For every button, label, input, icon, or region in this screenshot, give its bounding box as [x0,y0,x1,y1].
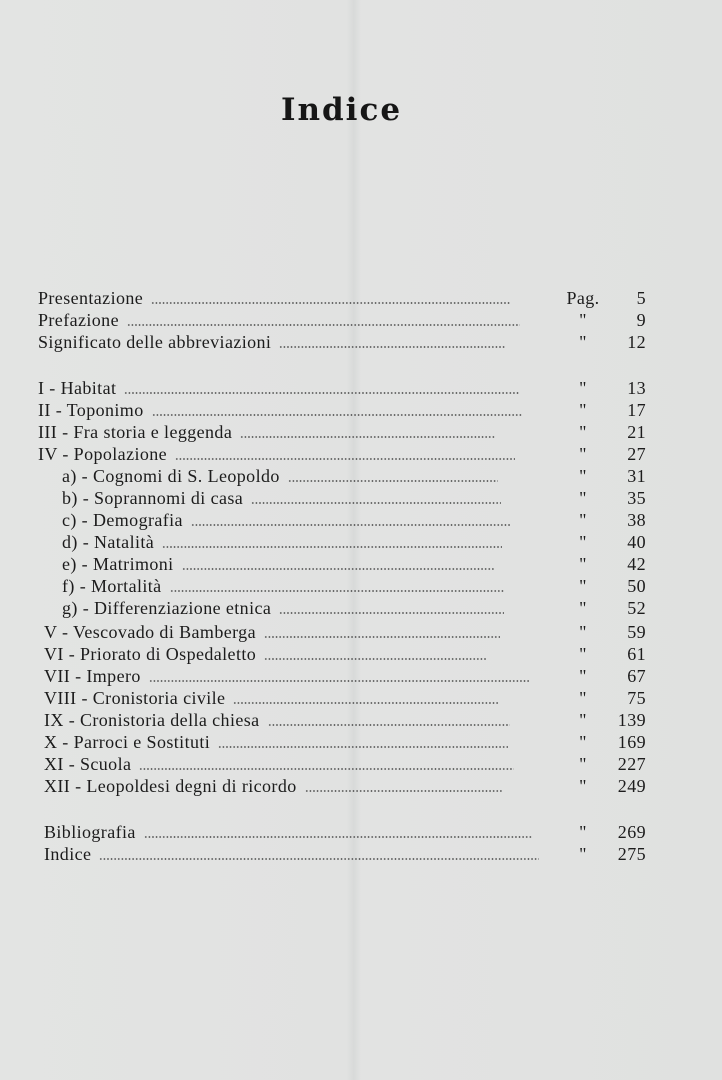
toc-entry-page-number: 17 [627,400,646,420]
toc-entry [62,574,658,596]
toc-entry [44,842,658,864]
leader-dots [240,425,495,439]
toc-entry-page-number: 5 [636,288,646,308]
toc-entry [44,664,658,686]
toc-entry [62,596,658,618]
toc-entry [38,286,658,308]
toc-entry [62,530,658,552]
toc-entry-page-number: 27 [627,444,646,464]
toc-entry-label: XI - Scuola [44,754,132,774]
toc-entry-label: g) - Differenziazione etnica [62,598,272,618]
leader-dots [152,403,522,417]
leader-dots [144,825,532,839]
toc-entry [44,752,658,774]
toc-entry-pag: " [579,688,587,708]
toc-entry-label: II - Toponimo [38,400,144,420]
leader-dots [279,335,505,349]
leader-dots [127,313,520,327]
toc-entry-pag: " [579,378,587,398]
toc-entry-page-number: 31 [627,466,646,486]
toc-entry-label: f) - Mortalità [62,576,162,596]
toc-entry-page-number: 67 [627,666,646,686]
leader-dots [264,625,500,639]
toc-entry [62,464,658,486]
toc-entry-pag: " [579,666,587,686]
toc-entry-page-number: 275 [617,844,646,864]
leader-dots [151,291,511,305]
leader-dots [162,535,502,549]
toc-entry-label: VI - Priorato di Ospedaletto [44,644,257,664]
toc-entry [44,642,658,664]
toc-entry [44,774,658,796]
toc-entry-label: Bibliografia [44,822,136,842]
toc-entry-label: d) - Natalità [62,532,155,552]
toc-entry-pag: " [579,532,587,552]
toc-entry-label: a) - Cognomi di S. Leopoldo [62,466,280,486]
toc-entry-pag: " [579,310,587,330]
leader-dots [218,735,508,749]
toc-entry-label: Prefazione [38,310,119,330]
toc-entry-page-number: 38 [627,510,646,530]
toc-entry-pag: " [579,576,587,596]
leader-dots [175,447,515,461]
leader-dots [182,557,494,571]
toc-entry-label: IV - Popolazione [38,444,168,464]
toc-entry-pag: " [579,754,587,774]
toc-entry-page-number: 269 [617,822,646,842]
toc-entry-pag: " [579,422,587,442]
toc-entry-pag: " [579,444,587,464]
toc-entry-label: b) - Soprannomi di casa [62,488,244,508]
toc-entry-pag: " [579,644,587,664]
toc-entry-page-number: 13 [627,378,646,398]
toc-entry-pag: " [579,622,587,642]
toc-entry-label: Indice [44,844,92,864]
toc-entry-pag: " [579,332,587,352]
toc-entry [62,552,658,574]
toc-entry-pag: " [579,710,587,730]
toc-entry-page-number: 139 [617,710,646,730]
toc-entry-page-number: 12 [627,332,646,352]
toc-entry [62,486,658,508]
leader-dots [305,779,503,793]
leader-dots [191,513,511,527]
toc-entry-page-number: 75 [627,688,646,708]
toc-entry-label: VIII - Cronistoria civile [44,688,226,708]
toc-entry-page-number: 249 [617,776,646,796]
leader-dots [233,691,499,705]
toc-entry [38,376,658,398]
toc-entry [38,398,658,420]
toc-entry-pag: " [579,510,587,530]
leader-dots [149,669,529,683]
toc-entry-page-number: 52 [627,598,646,618]
leader-dots [139,757,514,771]
toc-entry-label: IX - Cronistoria della chiesa [44,710,260,730]
toc-entry [38,308,658,330]
toc-entry-page-number: 21 [627,422,646,442]
toc-entry [38,420,658,442]
toc-entry-label: c) - Demografia [62,510,183,530]
toc-entry-page-number: 59 [627,622,646,642]
toc-entry-pag: " [579,598,587,618]
toc-entry-label: XII - Leopoldesi degni di ricordo [44,776,297,796]
toc-entry-page-number: 9 [636,310,646,330]
toc-entry [38,442,658,464]
toc-entry-pag: " [579,466,587,486]
leader-dots [268,713,510,727]
toc-entry [44,686,658,708]
toc-entry-page-number: 42 [627,554,646,574]
leader-dots [170,579,505,593]
leader-dots [288,469,498,483]
toc-entry-label: V - Vescovado di Bamberga [44,622,256,642]
leader-dots [251,491,501,505]
toc-entry-pag: " [579,488,587,508]
toc-entry-pag: " [579,844,587,864]
toc-entry-label: e) - Matrimoni [62,554,174,574]
toc-entry [44,820,658,842]
toc-entry-pag: " [579,732,587,752]
toc-entry-pag: " [579,822,587,842]
toc-entry-page-number: 50 [627,576,646,596]
toc-entry [38,330,658,352]
toc-entry-page-number: 227 [617,754,646,774]
leader-dots [124,381,520,395]
toc-entry-pag: " [579,776,587,796]
toc-entry-page-number: 169 [617,732,646,752]
toc-entry-label: X - Parroci e Sostituti [44,732,211,752]
toc-entry-label: VII - Impero [44,666,141,686]
leader-dots [264,647,486,661]
toc-entry-label: Presentazione [38,288,144,308]
toc-entry-page-number: 61 [627,644,646,664]
leader-dots [99,847,539,861]
toc-entry-label: I - Habitat [38,378,117,398]
toc-entry-pag: " [579,554,587,574]
toc-entry [44,708,658,730]
toc-entry-page-number: 40 [627,532,646,552]
toc-entry [44,730,658,752]
toc-entry [62,508,658,530]
toc-entry-pag: " [579,400,587,420]
toc-entry [44,620,658,642]
toc-entry-page-number: 35 [627,488,646,508]
toc-entry-pag: Pag. [566,288,600,308]
leader-dots [279,601,504,615]
toc-entry-label: Significato delle abbreviazioni [38,332,272,352]
page-title: Indice [280,92,403,128]
toc-entry-label: III - Fra storia e leggenda [38,422,233,442]
